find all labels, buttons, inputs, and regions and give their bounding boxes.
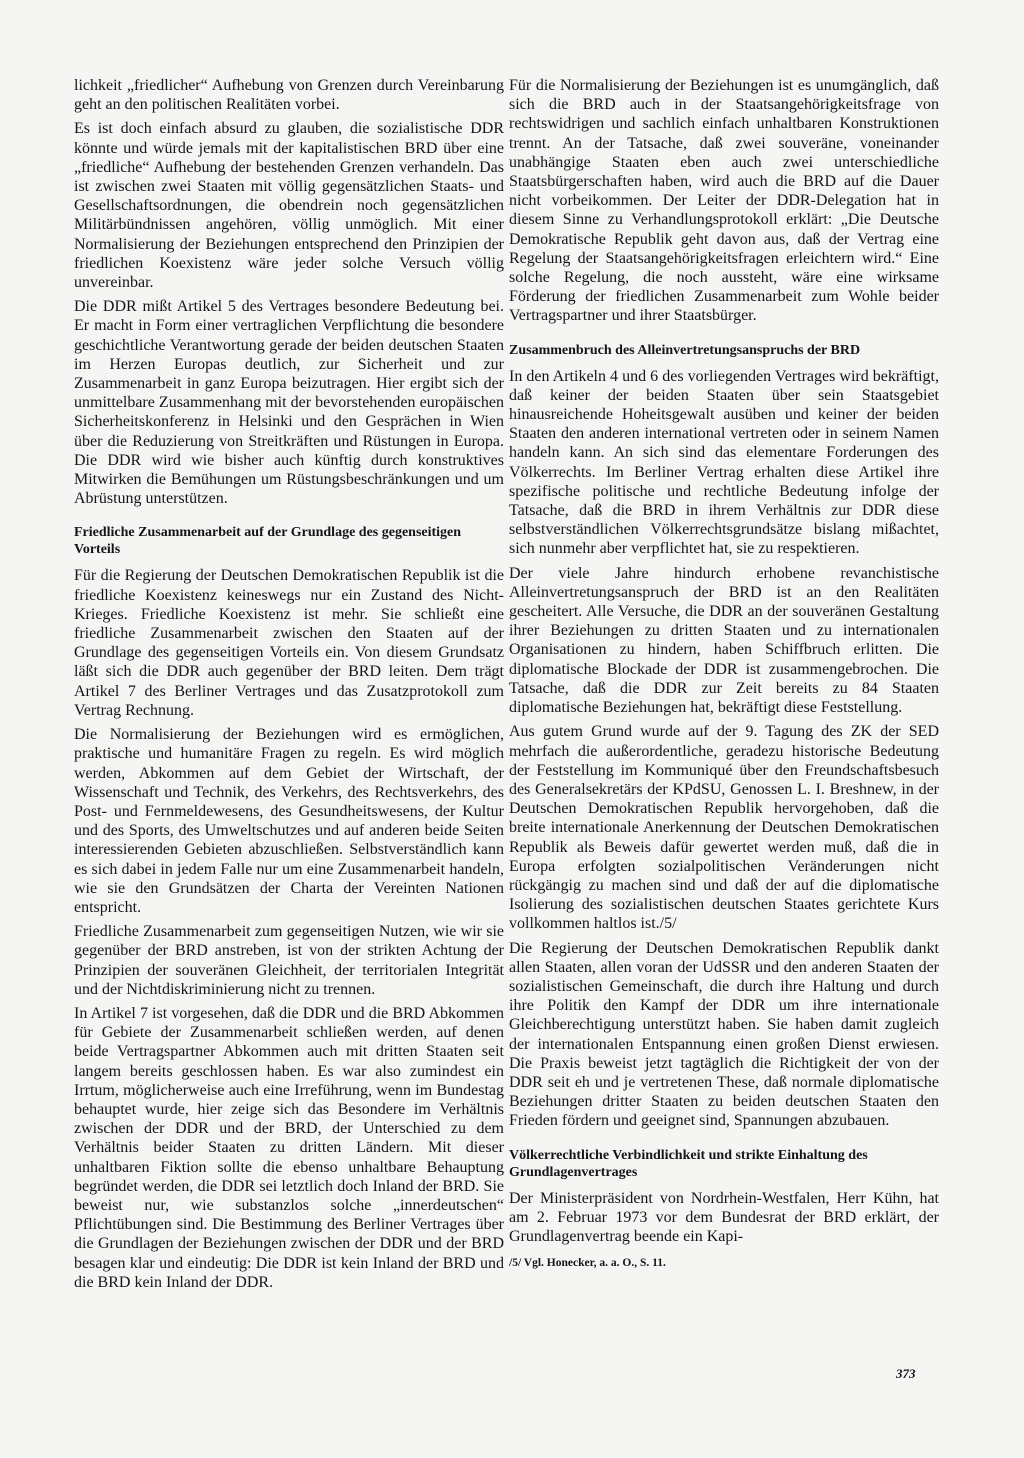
paragraph: Für die Normalisierung der Beziehungen ist es unumgänglich, daß sich die BRD auch in der Staatsangehörigkeitsfrage von rechtswidrigen und sachlich einfach unhaltbaren Konstruktionen trennt. An der Tatsache, daß zwei souveräne, voneinander unabhängige Staaten eben auch zwei unterschiedliche Staatsbürgerschaften haben, wird auch die BRD auf die Dauer nicht vorbeikommen. Der Leiter der DDR-Delegation hat in diesem Sinne zu Verhandlungsprotokoll erklärt: „Die Deutsche Demokratische Republik geht davon aus, daß der Vertrag eine Regelung der Staatsangehörigkeitsfragen erleichtern wird.“ Eine solche Regelung, die noch aussteht, wäre eine wirksame Förderung der friedlichen Zusammenarbeit zum Wohle beider Vertragspartner und ihrer Staatsbürger.	[509, 77, 939, 325]
paragraph: Aus gutem Grund wurde auf der 9. Tagung des ZK der SED mehrfach die außerordentliche, geradezu historische Bedeutung der Feststellung im Kommuniqué über den Freundschaftsbesuch des Generalsekretärs der KPdSU, Genossen L. I. Breshnew, in der Deutschen Demokratischen Republik hervorgehoben, daß die breite internationale Anerkennung der Deutschen Demokratischen Republik als Beweis dafür gewertet werden muß, daß die in Europa erfolgten sozialpolitischen Veränderungen nicht rückgängig zu machen sind und daß der auf die diplomatische Isolierung des sozialistischen deutschen Staates gerichtete Kurs vollkommen haltlos ist./5/	[509, 723, 939, 933]
paragraph: Es ist doch einfach absurd zu glauben, die sozialistische DDR könnte und würde jemals mit der kapitalistischen BRD über eine „friedliche“ Aufhebung der bestehenden Grenzen verhandeln. Das ist zwischen zwei Staaten mit völlig gegensätzlichen Staats- und Gesellschaftsordnungen, die obendrein noch gegensätzlichen Militärbündnissen angehören, völlig unmöglich. Mit einer Normalisierung der Beziehungen entsprechend den Prinzipien der friedlichen Koexistenz wäre jeder solche Versuch völlig unvereinbar.	[74, 120, 504, 292]
paragraph: lichkeit „friedlicher“ Aufhebung von Grenzen durch Vereinbarung geht an den politischen Realitäten vorbei.	[74, 77, 504, 114]
paragraph: Die Normalisierung der Beziehungen wird es ermöglichen, praktische und humanitäre Fragen zu regeln. Es wird möglich werden, Abkommen auf dem Gebiet der Wirtschaft, der Wissenschaft und Technik, des Verkehrs, des Rechtsverkehrs, des Post- und Fernmeldewesens, des Gesundheitswesens, der Kultur und des Sports, des Umweltschutzes und auf anderen beide Seiten interessierenden Gebieten abzuschließen. Selbstverständlich kann es sich dabei in jedem Falle nur um eine Zusammenarbeit handeln, wie sie den Grundsätzen der Charta der Vereinten Nationen entspricht.	[74, 726, 504, 916]
paragraph: Für die Regierung der Deutschen Demokratischen Republik ist die friedliche Koexistenz keineswegs nur ein Zustand des Nicht-Krieges. Friedliche Koexistenz ist mehr. Sie schließt eine friedliche Zusammenarbeit zwischen den Staaten auf der Grundlage des gegenseitigen Vorteils ein. Von diesem Grundsatz läßt sich die DDR auch gegenüber der BRD leiten. Dem trägt Artikel 7 des Berliner Vertrages und das Zusatzprotokoll zum Vertrag Rechnung.	[74, 567, 504, 719]
section-heading: Zusammenbruch des Alleinvertretungsanspruchs der BRD	[509, 342, 861, 358]
section-heading: Friedliche Zusammenarbeit auf der Grundlage des gegenseitigen Vorteils	[74, 525, 462, 558]
page-number: 373	[896, 1366, 916, 1381]
right-column	[509, 76, 939, 1270]
paragraph: Der Ministerpräsident von Nordrhein-Westfalen, Herr Kühn, hat am 2. Februar 1973 vor dem Bundesrat der BRD erklärt, der Grundlagenvertrag beende ein Kapi-	[509, 1189, 939, 1245]
paragraph: Die Regierung der Deutschen Demokratischen Republik dankt allen Staaten, allen voran der UdSSR und den anderen Staaten der sozialistischen Gemeinschaft, die durch ihre Haltung und durch ihre Politik den Kampf der DDR um ihre internationale Gleichberechtigung unterstützt haben. Sie haben damit zugleich der internationalen Entspannung einen großen Dienst erwiesen. Die Praxis beweist jetzt tagtäglich die Richtigkeit der von der DDR seit eh und je vertretenen These, daß normale diplomatische Beziehungen dritter Staaten zu beiden deutschen Staaten den Frieden fördern und geeignet sind, Spannungen abzubauen.	[509, 939, 939, 1130]
footnote: /5/ Vgl. Honecker, a. a. O., S. 11.	[509, 1257, 666, 1270]
paragraph: Friedliche Zusammenarbeit zum gegenseitigen Nutzen, wie wir sie gegenüber der BRD anstreben, ist von der strikten Achtung der Prinzipien der souveränen Gleichheit, der territorialen Integrität und der Nichtdiskriminierung nicht zu trennen.	[74, 923, 504, 998]
paragraph: In den Artikeln 4 und 6 des vorliegenden Vertrages wird bekräftigt, daß keiner der beiden Staaten über sein Staatsgebiet hinausreichende Hoheitsgewalt ausüben und keiner der beiden Staaten den anderen international vertreten oder in seinem Namen handeln kann. An sich sind das elementare Forderungen des Völkerrechts. Im Berliner Vertrag erhalten diese Artikel ihre spezifische politische und rechtliche Bedeutung infolge der Tatsache, daß die BRD in ihrem Verhältnis zur DDR diese selbstverständlichen Völkerrechtsgrundsätze bislang mißachtet, sich nunmehr aber verpflichtet hat, sie zu respektieren.	[509, 367, 939, 558]
paragraph: Der viele Jahre hindurch erhobene revanchistische Alleinvertretungsanspruch der BRD ist an den Realitäten gescheitert. Alle Versuche, die DDR an der souveränen Gestaltung ihrer Beziehungen zu dritten Staaten und zu internationalen Organisationen zu hindern, haben Schiffbruch erlitten. Die diplomatische Blockade der DDR ist zusammengebrochen. Die Tatsache, daß die DDR zur Zeit bereits zu 84 Staaten diplomatische Beziehungen hat, bekräftigt diese Feststellung.	[509, 564, 939, 717]
paragraph: Die DDR mißt Artikel 5 des Vertrages besondere Bedeutung bei. Er macht in Form einer vertraglichen Verpflichtung die besondere geschichtliche Verantwortung gerade der beiden deutschen Staaten im Herzen Europas deutlich, zur Sicherheit und zur Zusammenarbeit in ganz Europa beizutragen. Hier ergibt sich der unmittelbare Zusammenhang mit der bevorstehenden europäischen Sicherheitskonferenz in Helsinki und den Gesprächen in Wien über die Reduzierung von Streitkräften und Rüstungen in Europa. Die DDR wird wie bisher auch künftig durch konstruktives Mitwirken die Bemühungen um Rüstungsbeschränkungen und um Abrüstung unterstützen.	[74, 298, 504, 508]
section-heading: Völkerrechtliche Verbindlichkeit und strikte Einhaltung des Grundlagenvertrages	[509, 1147, 868, 1180]
paragraph: In Artikel 7 ist vorgesehen, daß die DDR und die BRD Abkommen für Gebiete der Zusammenarbeit schließen werden, auf denen beide Vertragspartner Abkommen auch mit dritten Staaten seit langem bereits geschlossen haben. Es war also zumindest ein Irrtum, möglicherweise auch eine Irreführung, wenn im Bundestag behauptet wurde, hier zeige sich das Besondere im Verhältnis zwischen der DDR und der BRD, der Unterschied zu dem Verhältnis beider Staaten zu dritten Ländern. Mit dieser unhaltbaren Fiktion sollte die ebenso unhaltbare Behauptung begründet werden, die DDR sei letztlich doch Inland der BRD. Sie beweist nur, wie substanzlos solche „innerdeutschen“ Pflichtübungen sind. Die Bestimmung des Berliner Vertrages über die Grundlagen der Beziehungen zwischen der DDR und der BRD besagen klar und eindeutig: Die DDR ist kein Inland der BRD und die BRD kein Inland der DDR.	[74, 1004, 504, 1291]
left-column	[74, 76, 504, 1297]
